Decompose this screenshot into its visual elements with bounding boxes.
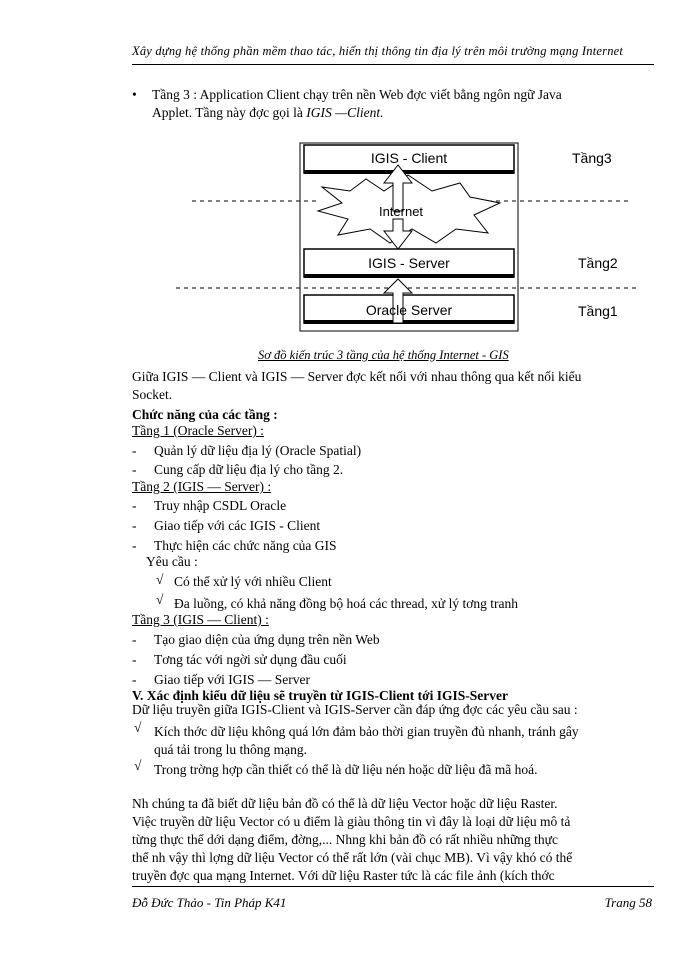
label-tier1: Tầng1: [578, 303, 618, 319]
tier3-line1: Tầng 3 : Application Client chạy trên nền Web đợc viết bằng ngôn ngữ Java: [152, 87, 562, 102]
t1-item-1: Quản lý dữ liệu địa lý (Oracle Spatial): [154, 443, 362, 458]
final-line-5: truyền đợc qua mạng Internet. Với dữ liệu Raster tức là các file ảnh (kích thớc: [132, 868, 555, 883]
dash-icon: -: [132, 443, 137, 458]
req1-line2: quá tải trong lu thông mạng.: [154, 742, 307, 757]
label-client: IGIS - Client: [370, 150, 448, 166]
t3-item-2: Tơng tác với ngời sử dụng đầu cuối: [154, 652, 347, 667]
footer-rule: [132, 886, 654, 887]
dash-icon: -: [132, 672, 137, 687]
t3-item-3: Giao tiếp với IGIS — Server: [154, 672, 310, 687]
check-icon: √: [156, 592, 164, 607]
t2-item-3: Thực hiện các chức năng của GIS: [154, 538, 337, 553]
dash-icon: -: [132, 518, 137, 533]
header-rule: [132, 64, 654, 65]
oracle-box-shadow: [304, 320, 514, 324]
socket-line1: Giữa IGIS — Client và IGIS — Server đợc kết nối với nhau thông qua kết nối kiểu: [132, 369, 582, 384]
check-icon: √: [156, 572, 164, 587]
client-box-shadow: [304, 170, 514, 174]
socket-line2: Socket.: [132, 387, 173, 402]
dash-icon: -: [132, 498, 137, 513]
dash-icon: -: [132, 652, 137, 667]
check-icon: √: [134, 720, 142, 735]
req1-line1: Kích thớc dữ liệu không quá lớn đảm bảo thời gian truyền đủ nhanh, tránh gây: [154, 724, 579, 739]
tier3-line2-b: IGIS —Client.: [306, 105, 384, 120]
server-box-shadow: [304, 274, 514, 278]
label-server: IGIS - Server: [368, 255, 450, 271]
footer-page: Trang 58: [604, 895, 652, 910]
t3-item-1: Tạo giao diện của ứng dụng trên nền Web: [154, 632, 380, 647]
label-oracle: Oracle Server: [365, 302, 453, 318]
final-line-1: Nh chúng ta đã biết dữ liệu bản đồ có thể là dữ liệu Vector hoặc dữ liệu Raster.: [132, 796, 558, 811]
final-line-2: Việc truyền dữ liệu Vector có u điểm là giàu thông tin vì đây là loại dữ liệu mô tả: [132, 814, 571, 829]
t2-item-1: Truy nhập CSDL Oracle: [154, 498, 287, 513]
label-tier3: Tầng3: [572, 150, 612, 166]
t1-title: Tầng 1 (Oracle Server) :: [132, 423, 264, 438]
tier3-line2: [152, 104, 383, 122]
bullet-dot: •: [132, 87, 137, 102]
dash-icon: -: [132, 632, 137, 647]
footer-author: Đỗ Đức Thảo - Tin Pháp K41: [132, 895, 287, 910]
t2-title: Tầng 2 (IGIS — Server) :: [132, 479, 272, 494]
t3-title: Tầng 3 (IGIS — Client) :: [132, 612, 269, 627]
req2-line: Trong trờng hợp cần thiết có thể là dữ liệu nén hoặc dữ liệu đã mã hoá.: [154, 762, 538, 777]
dash-icon: -: [132, 462, 137, 477]
tier3-line2-a: Applet. Tầng này đợc gọi là: [152, 105, 307, 120]
section5-intro: Dữ liệu truyền giữa IGIS-Client và IGIS-Server cần đáp ứng đợc các yêu cầu sau :: [132, 702, 578, 717]
t2-check-1: Có thể xử lý với nhiều Client: [174, 574, 332, 589]
final-line-3: từng thực thể dới dạng điểm, đờng,... Nhng khi bản đồ có rất nhiều những thực: [132, 832, 558, 847]
t2-item-2: Giao tiếp với các IGIS - Client: [154, 518, 321, 533]
label-tier2: Tầng2: [578, 255, 618, 271]
t1-item-2: Cung cấp dữ liệu địa lý cho tầng 2.: [154, 462, 344, 477]
section5-heading: V. Xác định kiểu dữ liệu sẽ truyền từ IGIS-Client tới IGIS-Server: [132, 688, 508, 703]
final-line-4: thể nh vậy thì lợng dữ liệu Vector có thể rất lớn (vài chục MB). Vì vậy khó có thể: [132, 850, 573, 865]
architecture-diagram: [170, 135, 650, 355]
diagram-caption: Sơ đồ kiến trúc 3 tầng của hệ thống Internet - GIS: [258, 348, 509, 362]
check-icon: √: [134, 758, 142, 773]
label-internet: Internet: [378, 204, 424, 219]
t2-req: Yêu cầu :: [146, 554, 198, 569]
page-header: Xây dựng hệ thống phần mềm thao tác, hiển thị thông tin địa lý trên môi trường mạng Internet: [132, 44, 624, 58]
functions-heading: Chức năng của các tầng :: [132, 407, 278, 422]
dash-icon: -: [132, 538, 137, 553]
t2-check-2: Đa luồng, có khả năng đồng bộ hoá các thread, xử lý tơng tranh: [174, 596, 518, 611]
